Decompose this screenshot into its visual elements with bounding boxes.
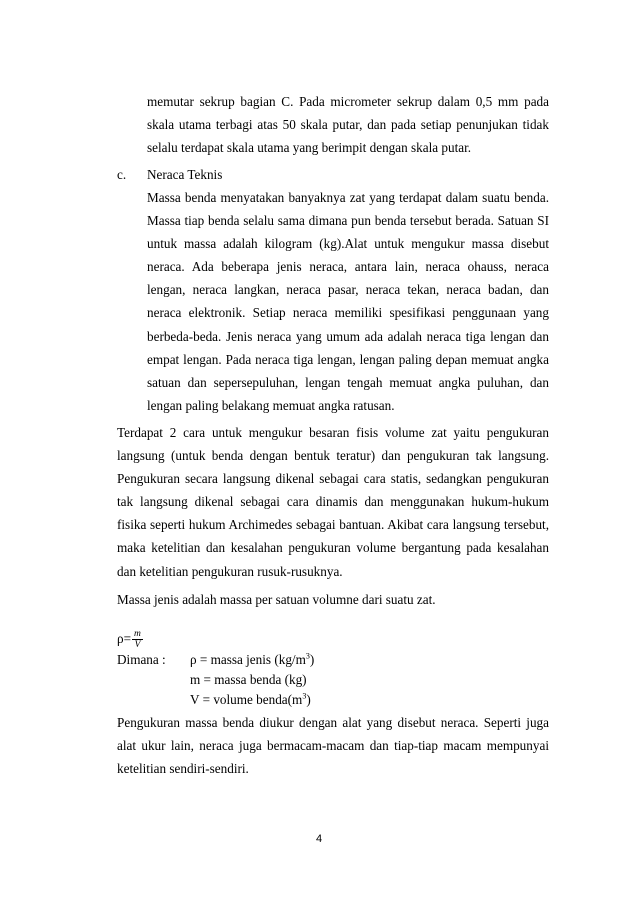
definition-rho-text: ρ = massa jenis (kg/m (190, 652, 306, 667)
volume-measurement-paragraph: Terdapat 2 cara untuk mengukur besaran fisis volume zat yaitu pengukuran langsung (untuk benda dengan bentuk teratur) dan pengukuran tak langsung. Pengukuran secara langsung dikenal sebagai cara statis, sedangkan pengukuran tak langsung dikenal sebagai cara dinamis dan menggunakan hukum-hukum fisika seperti hukum Archimedes sebagai bantuan. Akibat cara langsung tersebut, maka ketelitian dan kesalahan pengukuran volume bergantung pada kesalahan dan ketelitian pengukuran rusuk-rusuknya. (117, 425, 549, 579)
page-number: 4 (315, 833, 323, 845)
definition-mass: m = massa benda (kg) (190, 672, 307, 687)
formula-denominator: V (134, 639, 141, 650)
definition-rho (190, 650, 314, 670)
section-heading-neraca-teknis: Neraca Teknis (147, 167, 223, 182)
formula-fraction (132, 629, 143, 650)
neraca-teknis-paragraph: Massa benda menyatakan banyaknya zat yang terdapat dalam suatu benda. Massa tiap benda selalu sama dimana pun benda tersebut berada. Satuan SI untuk massa adalah kilogram (kg).Alat untuk mengukur massa disebut neraca. Ada beberapa jenis neraca, antara lain, neraca ohauss, neraca lengan, neraca langkan, neraca pasar, neraca tekan, neraca badan, dan neraca elektronik. Setiap neraca memiliki spesifikasi penggunaan yang berbeda-beda. Jenis neraca yang umum ada adalah neraca tiga lengan dan empat lengan. Pada neraca tiga lengan, lengan paling depan memuat angka satuan dan sepersepuluhan, lengan tengah memuat angka puluhan, dan lengan paling belakang memuat angka ratusan. (147, 190, 549, 413)
definition-volume-close: ) (306, 692, 311, 707)
formula-numerator: m (134, 628, 141, 639)
list-marker-c: c. (117, 167, 127, 182)
definition-volume-text: V = volume benda(m (190, 692, 303, 707)
formula-lhs: ρ= (117, 631, 132, 646)
definition-volume-exponent: 3 (302, 691, 307, 701)
definition-rho-exponent: 3 (305, 651, 310, 661)
continuation-paragraph: memutar sekrup bagian C. Pada micrometer sekrup dalam 0,5 mm pada skala utama terbagi atas 50 skala putar, dan pada setiap penunjukan tidak selalu terdapat skala utama yang berimpit dengan skala putar. (147, 94, 549, 156)
neraca-measurement-paragraph: Pengukuran massa benda diukur dengan alat yang disebut neraca. Seperti juga alat ukur lain, neraca juga bermacam-macam dan tiap-tiap macam mempunyai ketelitian sendiri-sendiri. (117, 715, 549, 777)
density-definition-paragraph: Massa jenis adalah massa per satuan volumne dari suatu zat. (117, 592, 436, 607)
definition-rho-close: ) (309, 652, 315, 667)
density-formula (117, 625, 143, 653)
definition-volume (190, 690, 311, 710)
definitions-label: Dimana : (117, 652, 166, 667)
